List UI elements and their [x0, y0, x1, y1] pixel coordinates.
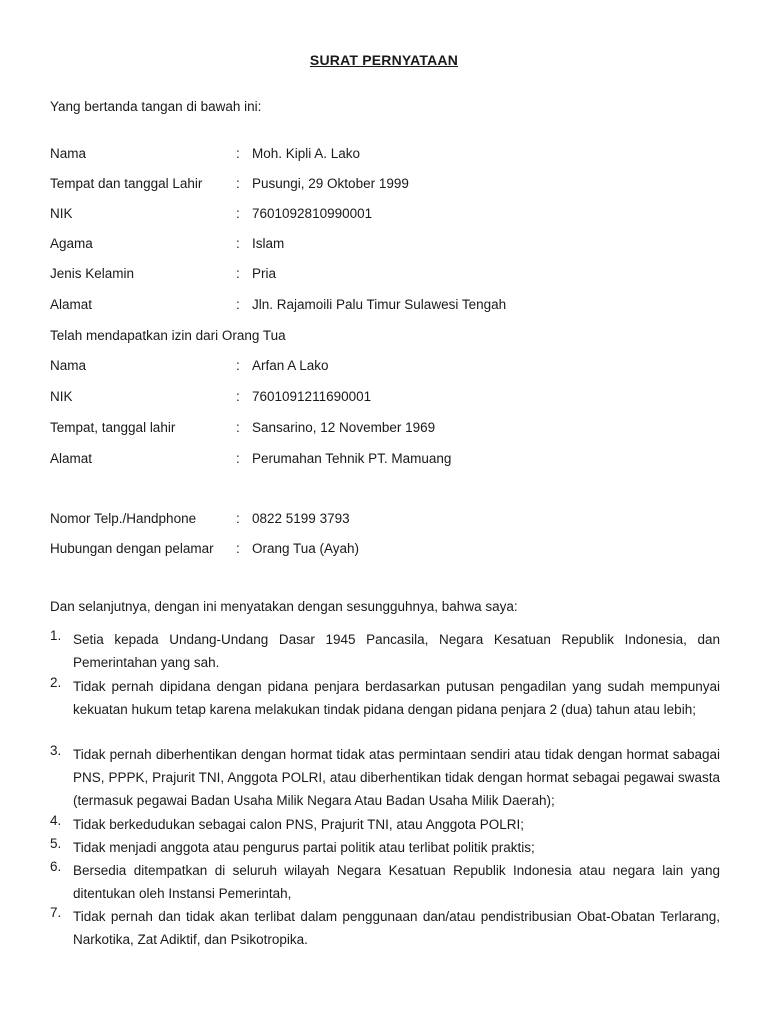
statement-intro: Dan selanjutnya, dengan ini menyatakan dengan sesungguhnya, bahwa saya:: [50, 599, 518, 614]
field-parent-ttl: [50, 420, 730, 440]
field-value: Arfan A Lako: [252, 358, 329, 373]
field-label: Alamat: [50, 297, 93, 312]
field-parent-nik: [50, 389, 730, 409]
field-value: 0822 5199 3793: [252, 511, 350, 526]
field-parent-nama: [50, 358, 730, 378]
item-text: Tidak menjadi anggota atau pengurus partai politik atau terlibat politik praktis;: [73, 840, 535, 855]
field-agama: [50, 236, 730, 256]
item-text: Setia kepada Undang-Undang Dasar 1945 Pancasila, Negara Kesatuan Republik Indonesia, dan Pemerintahan yang sah.: [73, 632, 720, 670]
field-label: NIK: [50, 206, 73, 221]
field-label: NIK: [50, 389, 73, 404]
parent-intro: Telah mendapatkan izin dari Orang Tua: [50, 328, 286, 343]
field-label: Jenis Kelamin: [50, 266, 135, 281]
field-jenis-kelamin: [50, 266, 730, 286]
field-value: Orang Tua (Ayah): [252, 541, 360, 556]
field-label: Tempat, tanggal lahir: [50, 420, 176, 435]
field-label: Nama: [50, 358, 87, 373]
field-colon: :: [236, 511, 240, 526]
field-ttl: [50, 176, 730, 196]
field-nama: [50, 146, 730, 166]
field-label: Alamat: [50, 451, 93, 466]
field-value: Perumahan Tehnik PT. Mamuang: [252, 451, 452, 466]
field-value: Sansarino, 12 November 1969: [252, 420, 436, 435]
field-parent-hubungan: [50, 541, 730, 561]
field-colon: :: [236, 389, 240, 404]
field-label: Hubungan dengan pelamar: [50, 541, 214, 556]
field-label: Nomor Telp./Handphone: [50, 511, 197, 526]
field-value: 7601091211690001: [252, 389, 372, 404]
field-alamat: [50, 297, 730, 317]
document-title: SURAT PERNYATAAN: [309, 52, 459, 68]
field-value: Moh. Kipli A. Lako: [252, 146, 361, 161]
field-label: Tempat dan tanggal Lahir: [50, 176, 203, 191]
field-colon: :: [236, 451, 240, 466]
field-value: Pria: [252, 266, 277, 281]
field-label: Agama: [50, 236, 93, 251]
item-number: 6.: [50, 859, 62, 874]
field-value: Islam: [252, 236, 285, 251]
field-label: Nama: [50, 146, 87, 161]
field-colon: :: [236, 297, 240, 312]
field-colon: :: [236, 206, 240, 221]
item-text: Bersedia ditempatkan di seluruh wilayah Negara Kesatuan Republik Indonesia atau negara lain yang ditentukan oleh Instansi Pemerintah,: [73, 863, 720, 901]
field-parent-telp: [50, 511, 730, 531]
field-colon: :: [236, 420, 240, 435]
field-colon: :: [236, 236, 240, 251]
field-colon: :: [236, 266, 240, 281]
field-colon: :: [236, 176, 240, 191]
item-number: 3.: [50, 743, 62, 758]
item-number: 2.: [50, 675, 62, 690]
item-text: Tidak pernah dan tidak akan terlibat dalam penggunaan dan/atau pendistribusian Obat-Obatan Terlarang, Narkotika, Zat Adiktif, dan Psikotropika.: [73, 909, 720, 947]
field-colon: :: [236, 146, 240, 161]
field-colon: :: [236, 541, 240, 556]
item-text: Tidak pernah diberhentikan dengan hormat tidak atas permintaan sendiri atau tidak dengan hormat sabagai PNS, PPPK, Prajurit TNI, Anggota POLRI, atau diberhentikan tidak dengan hormat sebagai pegawai swasta (termasuk pegawai Badan Usaha Milik Negara Atau Badan Usaha Milik Daerah);: [73, 747, 720, 808]
field-value: Jln. Rajamoili Palu Timur Sulawesi Tengah: [252, 297, 507, 312]
item-text: Tidak pernah dipidana dengan pidana penjara berdasarkan putusan pengadilan yang sudah mempunyai kekuatan hukum tetap karena melakukan tindak pidana dengan pidana penjara 2 (dua) tahun atau lebih;: [73, 679, 720, 717]
field-parent-alamat: [50, 451, 730, 471]
item-number: 4.: [50, 813, 62, 828]
item-number: 1.: [50, 628, 62, 643]
item-text: Tidak berkedudukan sebagai calon PNS, Prajurit TNI, atau Anggota POLRI;: [73, 817, 525, 832]
field-colon: :: [236, 358, 240, 373]
item-number: 7.: [50, 905, 62, 920]
field-value: 7601092810990001: [252, 206, 373, 221]
field-value: Pusungi, 29 Oktober 1999: [252, 176, 409, 191]
intro-text: Yang bertanda tangan di bawah ini:: [50, 99, 262, 114]
item-number: 5.: [50, 836, 62, 851]
field-nik: [50, 206, 730, 226]
